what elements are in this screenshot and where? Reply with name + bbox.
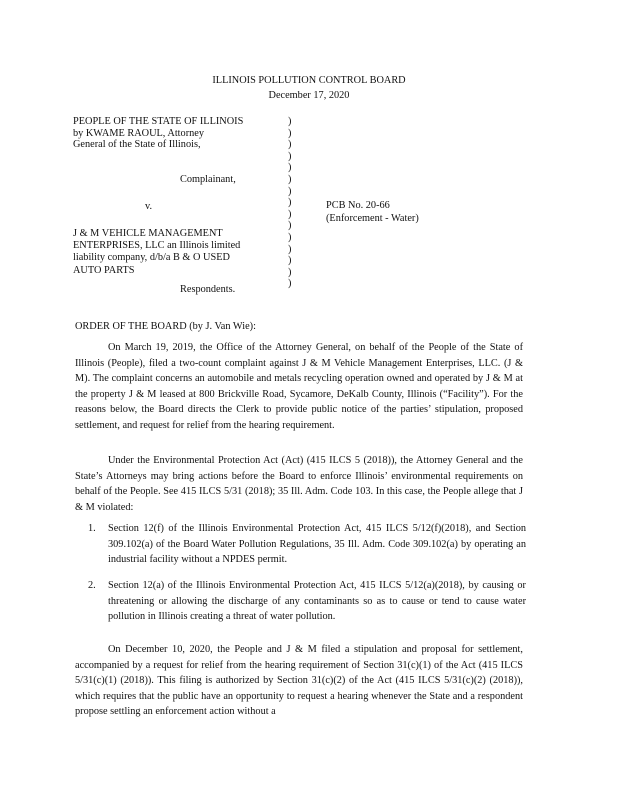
caption-paren: ) [288, 162, 292, 174]
caption-paren: ) [288, 266, 292, 278]
respondent-line: ENTERPRISES, LLC an Illinois limited [73, 240, 241, 252]
caption-paren: ) [288, 243, 292, 255]
respondent-line: AUTO PARTS [73, 264, 135, 276]
paragraph-act [75, 453, 523, 515]
caption-paren: ) [288, 173, 292, 185]
versus-label: v. [145, 201, 153, 212]
caption-paren: ) [288, 220, 292, 232]
caption-paren: ) [288, 208, 292, 220]
caption-paren: ) [288, 150, 292, 162]
paragraph-text: On March 19, 2019, the Office of the Attorney General, on behalf of the People of the State of Illinois (People), filed a two-count complaint against J & M Vehicle Management Enterprises, LLC. (J & M). The complaint concerns an automobile and metals recycling operation owned and operated by J & M at the property J & M leased at 800 Brickville Road, Sycamore, DeKalb County, Illinois (“Facility”). For the reasons below, the Board directs the Clerk to provide public notice of the parties’ stipulation, proposed settlement, and request for relief from the hearing requirement. [75, 342, 523, 431]
caption-parentheses [288, 116, 291, 290]
caption-paren: ) [288, 231, 292, 243]
plaintiff-line: General of the State of Illinois, [73, 139, 201, 151]
paragraph-settlement [75, 642, 523, 720]
order-date: December 17, 2020 [268, 90, 350, 101]
paragraph-text: Under the Environmental Protection Act (Act) (415 ILCS 5 (2018)), the Attorney General and the State’s Attorneys may bring actions before the Board to enforce Illinois’ environmental requirements on behalf of the People. See 415 ILCS 5/31 (2018); 35 Ill. Adm. Code 103. In this case, the People allege that J & M violated: [75, 455, 523, 513]
caption-paren: ) [288, 185, 292, 197]
violation-number: 1. [88, 523, 96, 534]
respondents-label: Respondents. [180, 284, 236, 295]
caption-paren: ) [288, 116, 292, 127]
plaintiff-block [73, 116, 243, 151]
caption-paren: ) [288, 278, 292, 290]
complainant-label: Complainant, [180, 174, 236, 185]
board-title: ILLINOIS POLLUTION CONTROL BOARD [212, 75, 406, 86]
respondent-block [73, 228, 240, 277]
caption-paren: ) [288, 197, 292, 209]
caption-paren: ) [288, 139, 292, 151]
caption-paren: ) [288, 255, 292, 267]
respondent-line: J & M VEHICLE MANAGEMENT [73, 228, 223, 239]
plaintiff-line: by KWAME RAOUL, Attorney [73, 127, 204, 139]
caption-paren: ) [288, 127, 292, 139]
order-heading: ORDER OF THE BOARD (by J. Van Wie): [75, 321, 256, 332]
paragraph-intro [75, 340, 523, 433]
paragraph-text: On December 10, 2020, the People and J & M filed a stipulation and proposal for settlement, accompanied by a request for relief from the hearing requirement of Section 31(c)(1) of the Act (415 ILCS 5/31(c)(1) (2018)). This filing is authorized by Section 31(c)(2) of the Act (415 ILCS 5/31(c)(2) (2018)), which requires that the public have an opportunity to request a hearing whenever the State and a respondent propose settling an enforcement action without a [75, 644, 523, 717]
respondent-line: liability company, d/b/a B & O USED [73, 252, 230, 264]
violation-text: Section 12(a) of the Illinois Environmental Protection Act, 415 ILCS 5/12(a)(2018), by causing or threatening or allowing the discharge of any contaminants so as to cause or tend to cause water pollution in Illinois creating a threat of water pollution. [108, 580, 526, 622]
plaintiff-line: PEOPLE OF THE STATE OF ILLINOIS [73, 116, 244, 127]
violation-text: Section 12(f) of the Illinois Environmental Protection Act, 415 ILCS 5/12(f)(2018), and Section 309.102(a) of the Board Water Pollution Regulations, 35 Ill. Adm. Code 309.102(a) by operating an industrial facility without a NPDES permit. [108, 523, 526, 565]
violation-number: 2. [88, 580, 96, 591]
case-number: PCB No. 20-66 [326, 200, 390, 211]
case-type: (Enforcement - Water) [326, 213, 419, 224]
